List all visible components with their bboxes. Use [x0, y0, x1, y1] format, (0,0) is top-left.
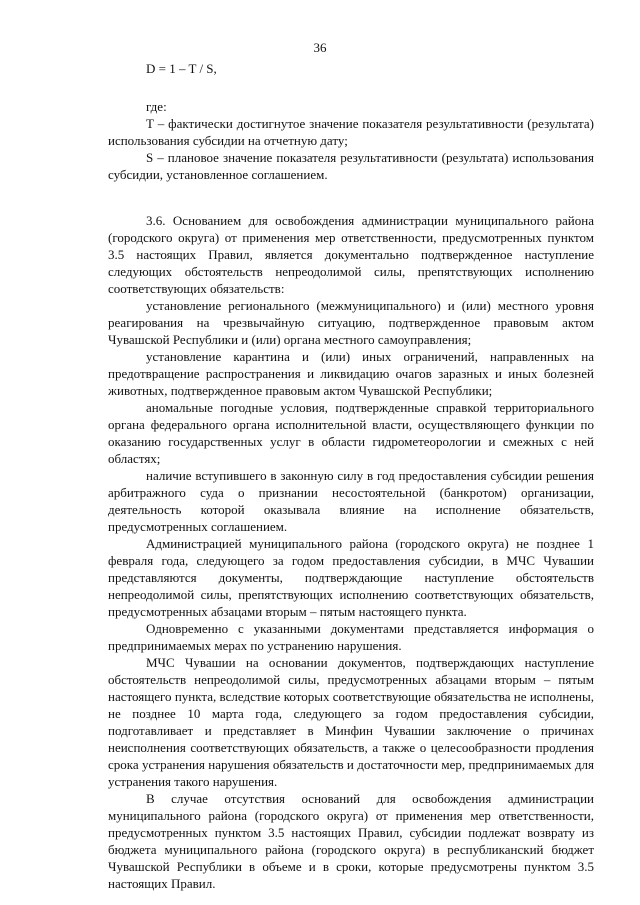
paragraph-emergency: установление регионального (межмуниципального) и (или) местного уровня реагирования на чрезвычайную ситуацию, подтвержденное правовым актом Чувашской Республики и (или) органа местного самоуправления;	[108, 298, 594, 347]
paragraph-3-6-intro: 3.6. Основанием для освобождения администрации муниципального района (городского округа) от применения мер ответственности, предусмотренных пунктом 3.5 настоящих Правил, является документально подтвержденное наступление следующих обстоятельств непреодолимой силы, препятствующих исполнению соответствующих обязательств:	[108, 213, 594, 296]
paragraph-weather: аномальные погодные условия, подтвержденные справкой территориального органа федерального органа исполнительной власти, осуществляющего функции по оказанию государственных услуг в области гидрометеорологии и смежных с ней областях;	[108, 400, 594, 466]
paragraph-documents-deadline: Администрацией муниципального района (городского округа) не позднее 1 февраля года, следующего за годом предоставления субсидии, в МЧС Чувашии представляются документы, подтверждающие наступление обстоятельств непреодолимой силы, препятствующих исполнению соответствующих обязательств, предусмотренных абзацами вторым – пятым настоящего пункта.	[108, 536, 594, 619]
paragraph-refund: В случае отсутствия оснований для освобождения администрации муниципального района (городского округа) от применения мер ответственности, предусмотренных пунктом 3.5 настоящих Правил, субсидии подлежат возврату из бюджета муниципального района (городского округа) в республиканский бюджет Чувашской Республики в объеме и в сроки, которые предусмотрены пунктом 3.5 настоящих Правил.	[108, 791, 594, 891]
definition-list	[108, 115, 594, 183]
paragraph-mchs-conclusion: МЧС Чувашии на основании документов, подтверждающих наступление обстоятельств непреодолимой силы, предусмотренных абзацами вторым – пятым настоящего пункта, вследствие которых соответствующие обязательства не исполнены, не позднее 10 марта года, следующего за годом предоставления субсидии, подготавливает и представляет в Минфин Чувашии заключение о причинах неисполнения соответствующих обязательств, а также о целесообразности продления срока устранения нарушения обязательств и достаточности мер, предпринимаемых для устранения такого нарушения.	[108, 655, 594, 789]
spacer	[108, 183, 594, 212]
page-number: 36	[313, 40, 327, 55]
definition-t: Т – фактически достигнутое значение показателя результативности (результата) использования субсидии на отчетную дату;	[108, 116, 594, 148]
section-3-6	[108, 212, 594, 892]
paragraph-bankruptcy: наличие вступившего в законную силу в год предоставления субсидии решения арбитражного суда о признании несостоятельной (банкротом) организации, деятельность которой оказывала влияние на исполнение обязательств, предусмотренных соглашением.	[108, 468, 594, 534]
paragraph-quarantine: установление карантина и (или) иных ограничений, направленных на предотвращение распространения и ликвидацию очагов заразных и иных болезней животных, подтвержденное правовым актом Чувашской Республики;	[108, 349, 594, 398]
paragraph-measures-info: Одновременно с указанными документами представляется информация о предпринимаемых мерах по устранению нарушения.	[108, 621, 594, 653]
definition-s: S – плановое значение показателя результативности (результата) использования субсидии, установленное соглашением.	[108, 150, 594, 182]
spacer	[108, 77, 594, 98]
formula: D = 1 – T / S,	[146, 61, 217, 76]
where-label: где:	[146, 99, 167, 114]
page-body	[108, 60, 594, 892]
